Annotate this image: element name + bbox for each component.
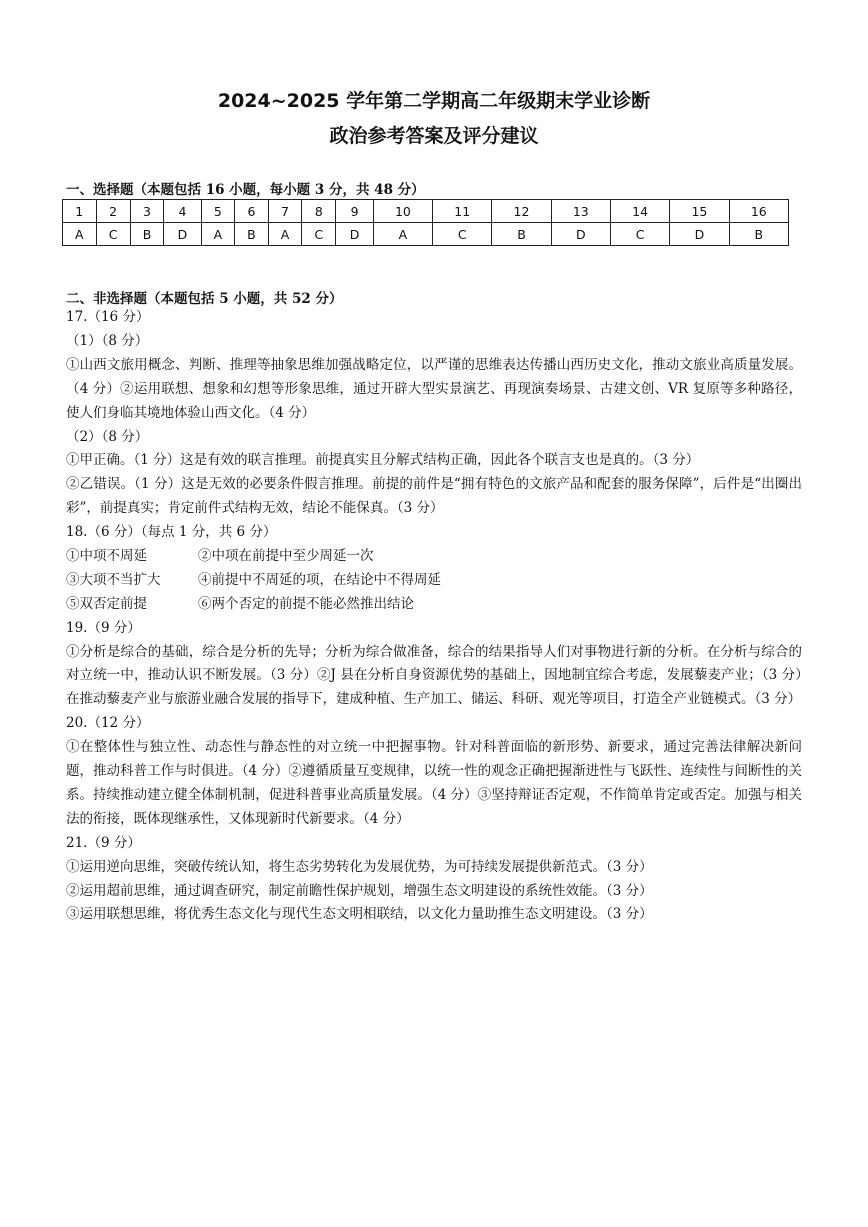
question-21-item: ③运用联想思维，将优秀生态文化与现代生态文明相联结，以文化力量助推生态文明建设。（3 分） — [66, 906, 653, 923]
question-21-item: ②运用超前思维，通过调查研究，制定前瞻性保护规划，增强生态文明建设的系统性效能。（3 分） — [66, 882, 653, 899]
question-number: 14 — [610, 200, 669, 223]
question-18-item: ①中项不周延 — [66, 548, 147, 564]
answer-cell: A — [268, 223, 302, 246]
question-18-item: ⑥两个否定的前提不能必然推出结论 — [198, 595, 414, 612]
question-17-part2-answer-a: ①甲正确。（1 分）这是有效的联言推理。前提真实且分解式结构正确，因此各个联言支也是真的。（3 分） — [66, 452, 700, 469]
question-18-item: ②中项在前提中至少周延一次 — [198, 548, 374, 564]
question-number: 12 — [492, 200, 551, 223]
answer-cell: B — [130, 223, 164, 246]
question-number: 8 — [302, 200, 336, 223]
question-number: 15 — [670, 200, 729, 223]
answer-cell: C — [610, 223, 669, 246]
question-number: 5 — [201, 200, 235, 223]
question-number: 9 — [336, 200, 373, 223]
answer-cell: A — [373, 223, 432, 246]
question-18-row — [66, 593, 802, 617]
question-19-answer: ①分析是综合的基础，综合是分析的先导；分析为综合做准备，综合的结果指导人们对事物进行新的分析。在分析与综合的对立统一中，推动认识不断发展。（3 分）②J 县在分析自身资源优势的基础上，因地制宜综合考虑，发展藜麦产业；（3 分）在推动藜麦产业与旅游业融合发展的指导下，建成种植、生产加工、储运、科研、观光等项目，打造全产业链模式。（3 分） — [66, 643, 802, 708]
question-number: 6 — [235, 200, 269, 223]
answer-table — [62, 199, 789, 246]
answer-cell: A — [63, 223, 97, 246]
answer-cell: C — [96, 223, 130, 246]
question-20-label: 20.（12 分） — [66, 715, 150, 732]
question-18-label: 18.（6 分）（每点 1 分，共 6 分） — [66, 524, 277, 541]
question-18-item: ⑤双否定前提 — [66, 595, 147, 612]
page-subtitle: 政治参考答案及评分建议 — [329, 125, 539, 147]
answer-cell: D — [164, 223, 201, 246]
answer-cell: C — [433, 223, 492, 246]
answer-row — [63, 223, 789, 246]
question-20-answer: ①在整体性与独立性、动态性与静态性的对立统一中把握事物。针对科普面临的新形势、新要求，通过完善法律解决新问题，推动科普工作与时俱进。（4 分）②遵循质量互变规律，以统一性的观念正确把握渐进性与飞跃性、连续性与间断性的关系。持续推动建立健全体制机制，促进科普事业高质量发展。（4 分）③坚持辩证否定观，不作简单肯定或否定。加强与相关法的衔接，既体现继承性，又体现新时代新要求。（4 分） — [66, 739, 802, 827]
question-18-row — [66, 545, 802, 569]
answer-cell: D — [670, 223, 729, 246]
answer-cell: B — [235, 223, 269, 246]
question-number: 16 — [729, 200, 788, 223]
question-17-label: 17.（16 分） — [66, 309, 150, 325]
question-17-part1-answer: ①山西文旅用概念、判断、推理等抽象思维加强战略定位，以严谨的思维表达传播山西历史文化，推动文旅业高质量发展。（4 分）②运用联想、想象和幻想等形象思维，通过开辟大型实景演艺、再现演奏场景、古建文创、VR 复原等多种路径，使人们身临其境地体验山西文化。（4 分） — [66, 356, 802, 421]
answer-cell: A — [201, 223, 235, 246]
question-number: 2 — [96, 200, 130, 223]
section-heading-non-choice: 二、非选择题（本题包括 5 小题，共 52 分） — [66, 291, 343, 307]
question-18-item: ④前提中不周延的项，在结论中不得周延 — [198, 571, 441, 588]
answer-cell: B — [492, 223, 551, 246]
question-17-part2-answer-b: ②乙错误。（1 分）这是无效的必要条件假言推理。前提的前件是“拥有特色的文旅产品和配套的服务保障”，后件是“出圈出彩”，前提真实；肯定前件式结构无效，结论不能保真。（3 分） — [66, 476, 802, 517]
question-18-item: ③大项不当扩大 — [66, 571, 161, 588]
question-21-label: 21.（9 分） — [66, 834, 141, 851]
answer-body — [66, 306, 802, 927]
question-number: 4 — [164, 200, 201, 223]
answer-cell: B — [729, 223, 788, 246]
question-number: 11 — [433, 200, 492, 223]
answer-cell: D — [551, 223, 610, 246]
question-19-label: 19.（9 分） — [66, 619, 141, 636]
question-number-row — [63, 200, 789, 223]
section-heading-choice: 一、选择题（本题包括 16 小题，每小题 3 分，共 48 分） — [66, 182, 425, 198]
question-number: 3 — [130, 200, 164, 223]
question-21-item: ①运用逆向思维，突破传统认知，将生态劣势转化为发展优势，为可持续发展提供新范式。（3 分） — [66, 858, 653, 875]
question-number: 1 — [63, 200, 97, 223]
answer-cell: D — [336, 223, 373, 246]
question-17-part2-label: （2）（8 分） — [66, 428, 149, 445]
question-18-row — [66, 569, 802, 593]
page-title: 2024~2025 学年第二学期高二年级期末学业诊断 — [217, 90, 651, 112]
question-number: 10 — [373, 200, 432, 223]
question-17-part1-label: （1）（8 分） — [66, 332, 149, 349]
answer-cell: C — [302, 223, 336, 246]
question-number: 7 — [268, 200, 302, 223]
question-number: 13 — [551, 200, 610, 223]
